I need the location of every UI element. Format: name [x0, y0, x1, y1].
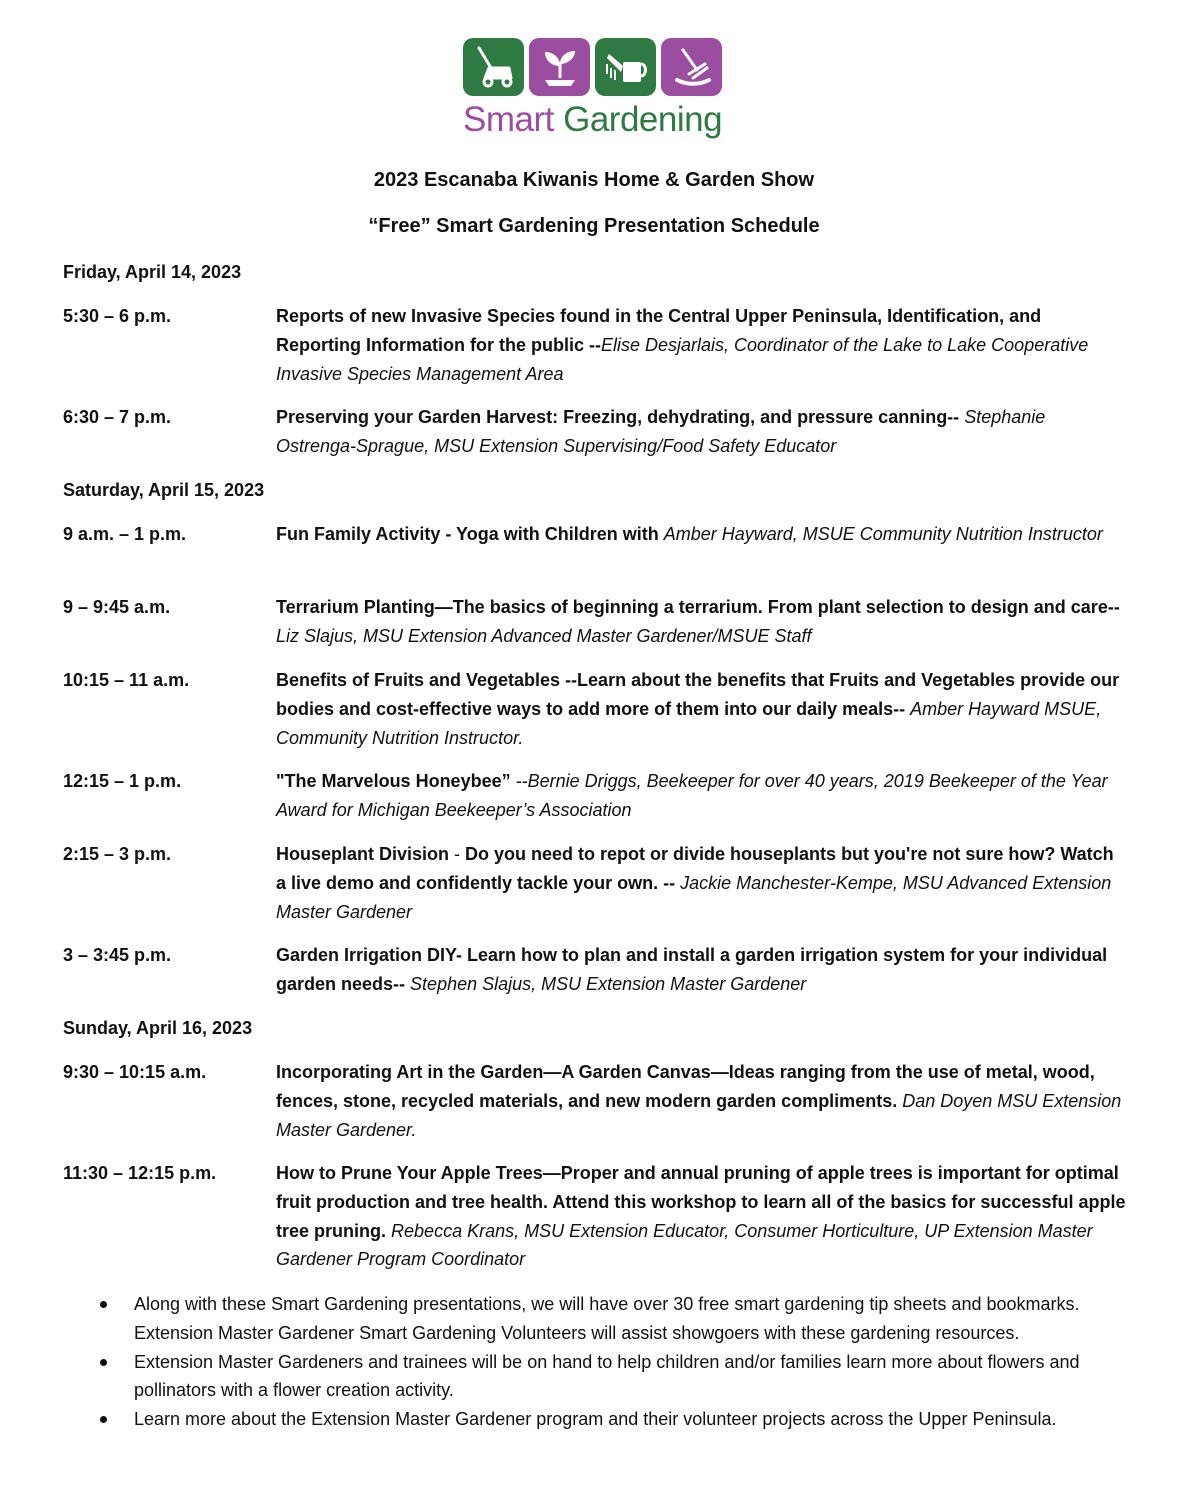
event-description [276, 941, 1126, 999]
event-time: 12:15 – 1 p.m. [63, 771, 182, 791]
event-title: "The Marvelous Honeybee” [276, 771, 511, 791]
event-title: Preserving your Garden Harvest: Freezing, dehydrating, and pressure canning-- [276, 407, 960, 427]
event-speaker: Dan Doyen MSU Extension Master Gardener. [276, 1090, 1122, 1140]
list-item [96, 1405, 1136, 1434]
event-title-separator: - [449, 844, 466, 864]
event-time: 3 – 3:45 p.m. [63, 945, 172, 965]
watering-can-icon [595, 38, 656, 96]
event-speaker: Stephen Slajus, MSU Extension Master Gardener [410, 973, 807, 994]
notes-list [96, 1290, 1136, 1434]
bullet-icon [100, 1301, 107, 1308]
event-title: Garden Irrigation DIY- Learn how to plan and install a garden irrigation system for your individual garden needs-- [276, 945, 1108, 994]
note-text: Extension Master Gardeners and trainees will be on hand to help children and/or families learn more about flowers and pollinators with a flower creation activity. [134, 1351, 1080, 1401]
event-description [276, 1159, 1126, 1274]
event-speaker: Elise Desjarlais, Coordinator of the Lake to Lake Cooperative Invasive Species Management Area [276, 334, 1089, 384]
event-time: 10:15 – 11 a.m. [63, 670, 190, 690]
event-speaker: Amber Hayward MSUE, Community Nutrition Instructor. [276, 698, 1102, 748]
event-description [276, 593, 1126, 651]
rake-icon [661, 38, 722, 96]
event-title-rest: Do you need to repot or divide houseplants but you're not sure how? Watch a live demo and confidently tackle your own. -- [276, 844, 1114, 893]
event-time: 9 a.m. – 1 p.m. [63, 524, 187, 544]
note-text: Along with these Smart Gardening presentations, we will have over 30 free smart gardening tip sheets and bookmarks. Extension Master Gardener Smart Gardening Volunteers will assist showgoers with these gardening resources. [134, 1294, 1080, 1343]
event-time: 9:30 – 10:15 a.m. [63, 1062, 207, 1082]
logo-word-gardening: Gardening [563, 100, 723, 139]
sprout-icon [529, 38, 590, 96]
event-time: 11:30 – 12:15 p.m. [63, 1163, 217, 1183]
logo-icon-tiles [463, 38, 725, 96]
event-description [276, 302, 1126, 388]
event-description [276, 520, 1126, 549]
bullet-icon [100, 1416, 107, 1423]
logo-word-smart: Smart [463, 100, 554, 139]
event-speaker: Jackie Manchester-Kempe, MSU Advanced Extension Master Gardener [276, 872, 1112, 922]
event-description [276, 1058, 1126, 1144]
event-speaker: Liz Slajus, MSU Extension Advanced Master Gardener/MSUE Staff [276, 625, 812, 646]
lawn-mower-icon [463, 38, 524, 96]
event-title: Reports of new Invasive Species found in the Central Upper Peninsula, Identification, and Reporting Information for the public -- [276, 306, 1042, 355]
event-title: Incorporating Art in the Garden—A Garden Canvas—Ideas ranging from the use of metal, wood, fences, stone, recycled materials, and new modern garden compliments. [276, 1062, 1095, 1111]
smart-gardening-logo [463, 38, 725, 150]
note-text: Learn more about the Extension Master Gardener program and their volunteer projects across the Upper Peninsula. [134, 1409, 1057, 1430]
day-heading-friday: Friday, April 14, 2023 [63, 262, 242, 282]
event-speaker: Amber Hayward, MSUE Community Nutrition Instructor [663, 524, 1103, 544]
event-description [276, 403, 1126, 461]
event-time: 6:30 – 7 p.m. [63, 407, 172, 427]
day-heading-saturday: Saturday, April 15, 2023 [63, 480, 265, 500]
event-title: Terrarium Planting—The basics of beginning a terrarium. From plant selection to design and care-- [276, 597, 1120, 617]
list-item [96, 1290, 1136, 1348]
event-title: Benefits of Fruits and Vegetables --Learn about the benefits that Fruits and Vegetables provide our bodies and cost-effective ways to add more of them into our daily meals-- [276, 670, 1120, 719]
logo-wordmark [463, 98, 725, 142]
event-time: 5:30 – 6 p.m. [63, 306, 172, 326]
event-speaker: --Bernie Driggs, Beekeeper for over 40 years, 2019 Beekeeper of the Year Award for Michigan Beekeeper’s Association [276, 771, 1108, 820]
event-description [276, 840, 1126, 926]
list-item [96, 1348, 1136, 1406]
event-description [276, 666, 1126, 752]
event-time: 9 – 9:45 a.m. [63, 597, 171, 617]
event-title: Houseplant Division [276, 844, 450, 864]
page-subtitle: “Free” Smart Gardening Presentation Schedule [368, 215, 820, 237]
event-title: How to Prune Your Apple Trees—Proper and annual pruning of apple trees is important for optimal fruit production and tree health. Attend this workshop to learn all of the basics for successful apple tree pruning. [276, 1163, 1126, 1241]
bullet-icon [100, 1359, 107, 1366]
event-time: 2:15 – 3 p.m. [63, 844, 172, 864]
event-title: Fun Family Activity - Yoga with Children with [276, 524, 659, 544]
event-description [276, 767, 1126, 825]
page-title: 2023 Escanaba Kiwanis Home & Garden Show [373, 169, 815, 191]
day-heading-sunday: Sunday, April 16, 2023 [63, 1018, 253, 1038]
event-speaker: Stephanie Ostrenga-Sprague, MSU Extension Supervising/Food Safety Educator [276, 407, 1046, 456]
event-speaker: Rebecca Krans, MSU Extension Educator, Consumer Horticulture, UP Extension Master Gardener Program Coordinator [276, 1220, 1093, 1270]
